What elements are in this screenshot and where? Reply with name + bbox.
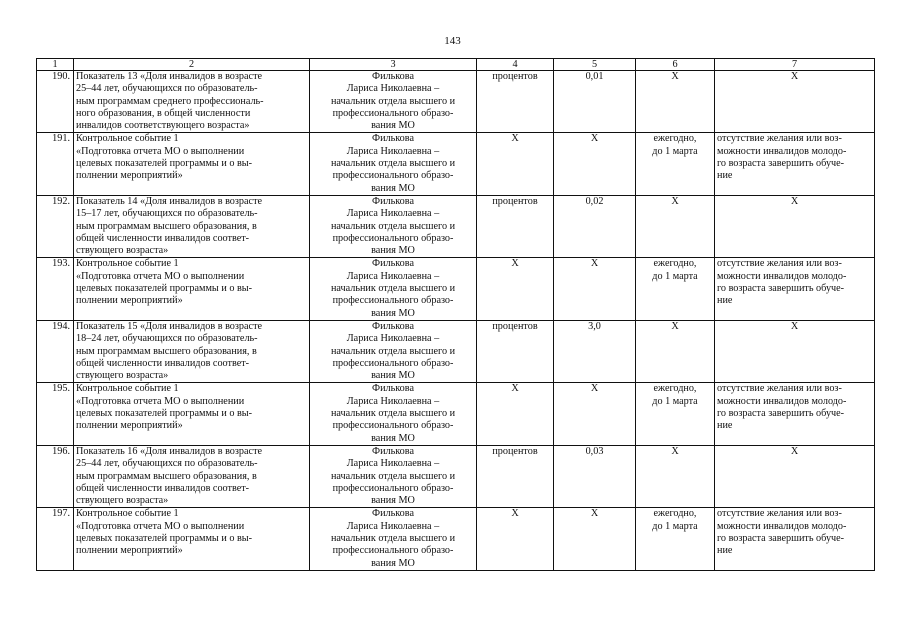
row-number-cell: 193.	[37, 258, 74, 320]
deadline-cell: ежегодно, до 1 марта	[636, 383, 715, 445]
column-number-row	[37, 59, 875, 71]
deadline-cell: Х	[636, 71, 715, 133]
page-number: 143	[444, 35, 461, 47]
table-row	[37, 258, 875, 320]
deadline-cell: Х	[636, 320, 715, 382]
note-cell: Х	[715, 71, 875, 133]
value-cell: Х	[554, 383, 636, 445]
unit-cell: процентов	[477, 445, 554, 507]
unit-cell: Х	[477, 508, 554, 570]
row-number-cell: 190.	[37, 71, 74, 133]
table-row	[37, 195, 875, 257]
indicator-cell: Показатель 15 «Доля инвалидов в возрасте 18–24 лет, обучающихся по образователь- ным программам высшего образования, в общей численности инвалидов соответ- ствующего возраста»	[74, 320, 310, 382]
indicator-cell: Контрольное событие 1 «Подготовка отчета МО о выполнении целевых показателей программы и о вы- полнении мероприятий»	[74, 383, 310, 445]
note-cell: Х	[715, 445, 875, 507]
indicator-cell: Показатель 16 «Доля инвалидов в возрасте 25–44 лет, обучающихся по образователь- ным программам высшего образования, в общей численности инвалидов соответ- ствующего возраста»	[74, 445, 310, 507]
note-cell: отсутствие желания или воз- можности инвалидов молодо- го возраста завершить обуче- ние	[715, 258, 875, 320]
value-cell: 0,02	[554, 195, 636, 257]
responsible-cell: Филькова Лариса Николаевна – начальник отдела высшего и профессионального образо- вания МО	[310, 71, 477, 133]
value-cell: 0,01	[554, 71, 636, 133]
table-row	[37, 71, 875, 133]
note-cell: Х	[715, 195, 875, 257]
column-header: 7	[715, 59, 875, 71]
row-number-cell: 195.	[37, 383, 74, 445]
column-header: 2	[74, 59, 310, 71]
deadline-cell: Х	[636, 195, 715, 257]
row-number-cell: 196.	[37, 445, 74, 507]
row-number-cell: 197.	[37, 508, 74, 570]
responsible-cell: Филькова Лариса Николаевна – начальник отдела высшего и профессионального образо- вания МО	[310, 320, 477, 382]
deadline-cell: ежегодно, до 1 марта	[636, 508, 715, 570]
responsible-cell: Филькова Лариса Николаевна – начальник отдела высшего и профессионального образо- вания МО	[310, 508, 477, 570]
indicator-cell: Показатель 13 «Доля инвалидов в возрасте 25–44 лет, обучающихся по образователь- ным программам среднего профессиональ- ного образования, в общей численности инвалидов соответствующего возраста»	[74, 71, 310, 133]
responsible-cell: Филькова Лариса Николаевна – начальник отдела высшего и профессионального образо- вания МО	[310, 195, 477, 257]
responsible-cell: Филькова Лариса Николаевна – начальник отдела высшего и профессионального образо- вания МО	[310, 258, 477, 320]
column-header: 4	[477, 59, 554, 71]
unit-cell: процентов	[477, 320, 554, 382]
value-cell: Х	[554, 508, 636, 570]
value-cell: 3,0	[554, 320, 636, 382]
row-number-cell: 192.	[37, 195, 74, 257]
unit-cell: процентов	[477, 71, 554, 133]
note-cell: отсутствие желания или воз- можности инвалидов молодо- го возраста завершить обуче- ние	[715, 383, 875, 445]
deadline-cell: ежегодно, до 1 марта	[636, 258, 715, 320]
indicator-cell: Контрольное событие 1 «Подготовка отчета МО о выполнении целевых показателей программы и о вы- полнении мероприятий»	[74, 258, 310, 320]
deadline-cell: Х	[636, 445, 715, 507]
responsible-cell: Филькова Лариса Николаевна – начальник отдела высшего и профессионального образо- вания МО	[310, 133, 477, 195]
column-header: 5	[554, 59, 636, 71]
row-number-cell: 194.	[37, 320, 74, 382]
unit-cell: Х	[477, 133, 554, 195]
table-row	[37, 320, 875, 382]
table-row	[37, 133, 875, 195]
indicator-cell: Контрольное событие 1 «Подготовка отчета МО о выполнении целевых показателей программы и о вы- полнении мероприятий»	[74, 508, 310, 570]
responsible-cell: Филькова Лариса Николаевна – начальник отдела высшего и профессионального образо- вания МО	[310, 383, 477, 445]
data-table	[36, 58, 875, 571]
value-cell: Х	[554, 133, 636, 195]
value-cell: 0,03	[554, 445, 636, 507]
column-header: 6	[636, 59, 715, 71]
table-row	[37, 508, 875, 570]
deadline-cell: ежегодно, до 1 марта	[636, 133, 715, 195]
column-header: 3	[310, 59, 477, 71]
indicator-cell: Контрольное событие 1 «Подготовка отчета МО о выполнении целевых показателей программы и о вы- полнении мероприятий»	[74, 133, 310, 195]
responsible-cell: Филькова Лариса Николаевна – начальник отдела высшего и профессионального образо- вания МО	[310, 445, 477, 507]
table-row	[37, 383, 875, 445]
note-cell: Х	[715, 320, 875, 382]
note-cell: отсутствие желания или воз- можности инвалидов молодо- го возраста завершить обуче- ние	[715, 508, 875, 570]
column-header: 1	[37, 59, 74, 71]
table-row	[37, 445, 875, 507]
note-cell: отсутствие желания или воз- можности инвалидов молодо- го возраста завершить обуче- ние	[715, 133, 875, 195]
unit-cell: Х	[477, 258, 554, 320]
indicator-cell: Показатель 14 «Доля инвалидов в возрасте 15–17 лет, обучающихся по образователь- ным программам высшего образования, в общей численности инвалидов соответ- ствующего возраста»	[74, 195, 310, 257]
unit-cell: процентов	[477, 195, 554, 257]
row-number-cell: 191.	[37, 133, 74, 195]
value-cell: Х	[554, 258, 636, 320]
unit-cell: Х	[477, 383, 554, 445]
